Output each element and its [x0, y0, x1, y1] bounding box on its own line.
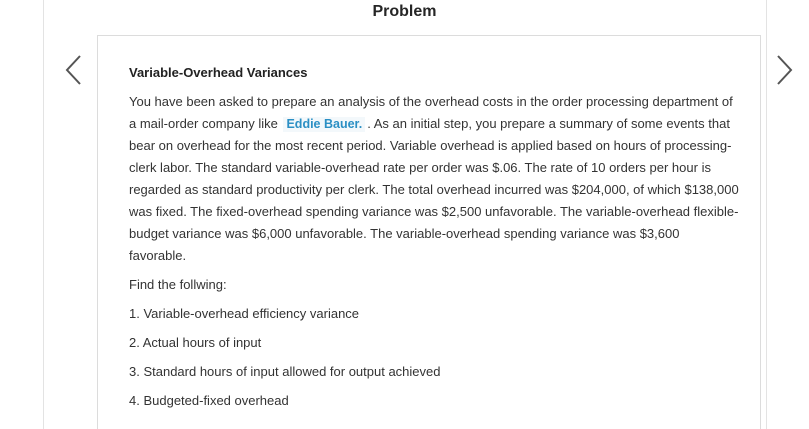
- description-part-2: . As an initial step, you prepare a summary of some events that bear on overhead for the most recent period. Variable overhead is applied based on hours of processing-clerk labor. The standard variable-overhead rate per order was $.06. The rate of 10 orders per hour is regarded as standard productivity per clerk. The total overhead incurred was $204,000, of which $138,000 was fixed. The fixed-overhead spending variance was $2,500 unfavorable. The variable-overhead flexible-budget variance was $6,000 unfavorable. The variable-overhead spending variance was $3,600 favorable.: [129, 116, 739, 263]
- question-item: 2. Actual hours of input: [129, 335, 262, 350]
- brand-logo: [283, 117, 365, 132]
- chevron-right-icon: [772, 52, 796, 88]
- next-button[interactable]: [772, 52, 796, 88]
- description-part-1: You have been asked to prepare an analysis of the overhead costs in the order processing department of a mail-order company like: [129, 94, 733, 131]
- problem-heading: Variable-Overhead Variances: [129, 65, 308, 80]
- page-title: Problem: [372, 3, 437, 20]
- find-label: Find the follwing:: [129, 277, 227, 292]
- chevron-left-icon: [62, 52, 86, 88]
- question-item: 1. Variable-overhead efficiency variance: [129, 306, 360, 321]
- problem-content: [129, 64, 739, 415]
- previous-button[interactable]: [62, 52, 86, 88]
- problem-description: [129, 91, 739, 267]
- question-item: 4. Budgeted-fixed overhead: [129, 393, 289, 408]
- brand-suffix: .: [358, 117, 363, 131]
- question-list: [129, 299, 739, 415]
- brand-name: Eddie Bauer: [286, 117, 359, 131]
- question-item: 3. Standard hours of input allowed for output achieved: [129, 364, 441, 379]
